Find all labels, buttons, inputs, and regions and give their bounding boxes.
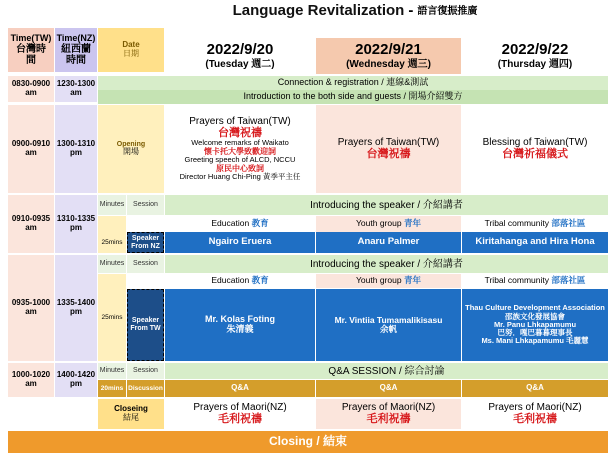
r4-time-nz: 1335-1400 pm (55, 255, 97, 361)
r4-speaker-label: Speaker From TW (127, 289, 164, 361)
r3-session-label: Session (127, 195, 164, 215)
title-zh: 語言復振推廣 (417, 5, 478, 17)
r2-day3: Blessing of Taiwan(TW) 台灣祈福儀式 (462, 105, 608, 193)
r4-group-2: Youth group 青年 (316, 274, 461, 288)
header-day-2: 2022/9/21 (Wednesday 週三) (316, 38, 461, 74)
r1-introduction: Introduction to the both side and guests / 開場介紹雙方 (98, 90, 608, 104)
r6-item-3: Prayers of Maori(NZ) 毛利祝禱 (462, 399, 608, 429)
r1-connection: Connection & registration / 連線&測試 (98, 76, 608, 90)
header-time-tw: Time(TW) 台灣時間 (8, 28, 54, 72)
r3-duration: 25mins (98, 232, 126, 253)
r5-qa-1: Q&A (165, 380, 315, 397)
r5-qa-2: Q&A (316, 380, 461, 397)
r3-session-block (127, 216, 164, 232)
r3-dur-block (98, 216, 126, 232)
r2-time-nz: 1300-1310 pm (55, 105, 97, 193)
r6-closing-label: Closeing 結尾 (98, 399, 164, 429)
r2-day2: Prayers of Taiwan(TW) 台灣祝禱 (316, 105, 461, 193)
title-en: Language Revitalization (232, 1, 405, 19)
r3-heading: Introducing the speaker / 介紹講者 (165, 195, 608, 215)
page-title (205, 0, 505, 22)
r4-speaker-2: Mr. Vintiia Tumamalikisasu 余帆 (316, 289, 461, 361)
r3-group-3: Tribal community 部落社區 (462, 216, 608, 232)
r5-time-nz: 1400-1420 pm (55, 363, 97, 397)
r3-speaker-2: Anaru Palmer (316, 232, 461, 253)
r6-item-1: Prayers of Maori(NZ) 毛利祝禱 (165, 399, 315, 429)
r4-duration: 25mins (98, 274, 126, 361)
r5-duration: 20mins (98, 380, 126, 397)
r3-minutes-label: Minutes (98, 195, 126, 215)
closing-bar: Closing / 結束 (8, 431, 608, 453)
r5-discussion: Discussion (127, 380, 164, 397)
r1-time-tw: 0830-0900 am (8, 76, 54, 102)
r3-time-nz: 1310-1335 pm (55, 195, 97, 253)
r4-speaker-1: Mr. Kolas Foting 朱清義 (165, 289, 315, 361)
r3-group-1: Education 教育 (165, 216, 315, 232)
r2-time-tw: 0900-0910 am (8, 105, 54, 193)
r3-speaker-3: Kiritahanga and Hira Hona (462, 232, 608, 253)
title-sep: - (408, 1, 414, 19)
r4-speaker-3: Thau Culture Development Association 邵族文化發展協會 Mr. Panu Lhkapamumu 巴努．嘎巴暮暮理事長 Ms. Mani Lhkapamumu 毛麗慧 (462, 289, 608, 361)
header-day-3: 2022/9/22 (Thursday 週四) (462, 38, 608, 74)
r4-group-3: Tribal community 部落社區 (462, 274, 608, 288)
header-date-label: Date 日期 (98, 28, 164, 72)
r5-minutes-label: Minutes (98, 363, 126, 379)
r3-speaker-1: Ngairo Eruera (165, 232, 315, 253)
r3-time-tw: 0910-0935 am (8, 195, 54, 253)
r2-day1: Prayers of Taiwan(TW) 台灣祝禱 Welcome remarks of Waikato 懷卡托大學致歡迎詞 Greeting speech of ALCD, NCCU 原民中心致詞 Director Huang Chi-Ping 黃季平主任 (165, 105, 315, 193)
r1-time-nz: 1230-1300 am (55, 76, 97, 102)
r4-session-label: Session (127, 255, 164, 273)
r3-speaker-label: Speaker From NZ (127, 232, 164, 253)
r2-opening-label: Opening 開場 (98, 105, 164, 193)
r4-session-gap (127, 274, 164, 288)
r5-session-label: Session (127, 363, 164, 379)
r5-heading: Q&A SESSION / 綜合討論 (165, 363, 608, 379)
header-time-nz: Time(NZ) 紐西蘭時間 (55, 28, 97, 72)
r5-qa-3: Q&A (462, 380, 608, 397)
r4-heading: Introducing the speaker / 介紹講者 (165, 255, 608, 273)
r5-time-tw: 1000-1020 am (8, 363, 54, 397)
header-day-1: 2022/9/20 (Tuesday 週二) (165, 38, 315, 74)
r4-time-tw: 0935-1000 am (8, 255, 54, 361)
r4-group-1: Education 教育 (165, 274, 315, 288)
r3-group-2: Youth group 青年 (316, 216, 461, 232)
r6-item-2: Prayers of Maori(NZ) 毛利祝禱 (316, 399, 461, 429)
r4-minutes-label: Minutes (98, 255, 126, 273)
